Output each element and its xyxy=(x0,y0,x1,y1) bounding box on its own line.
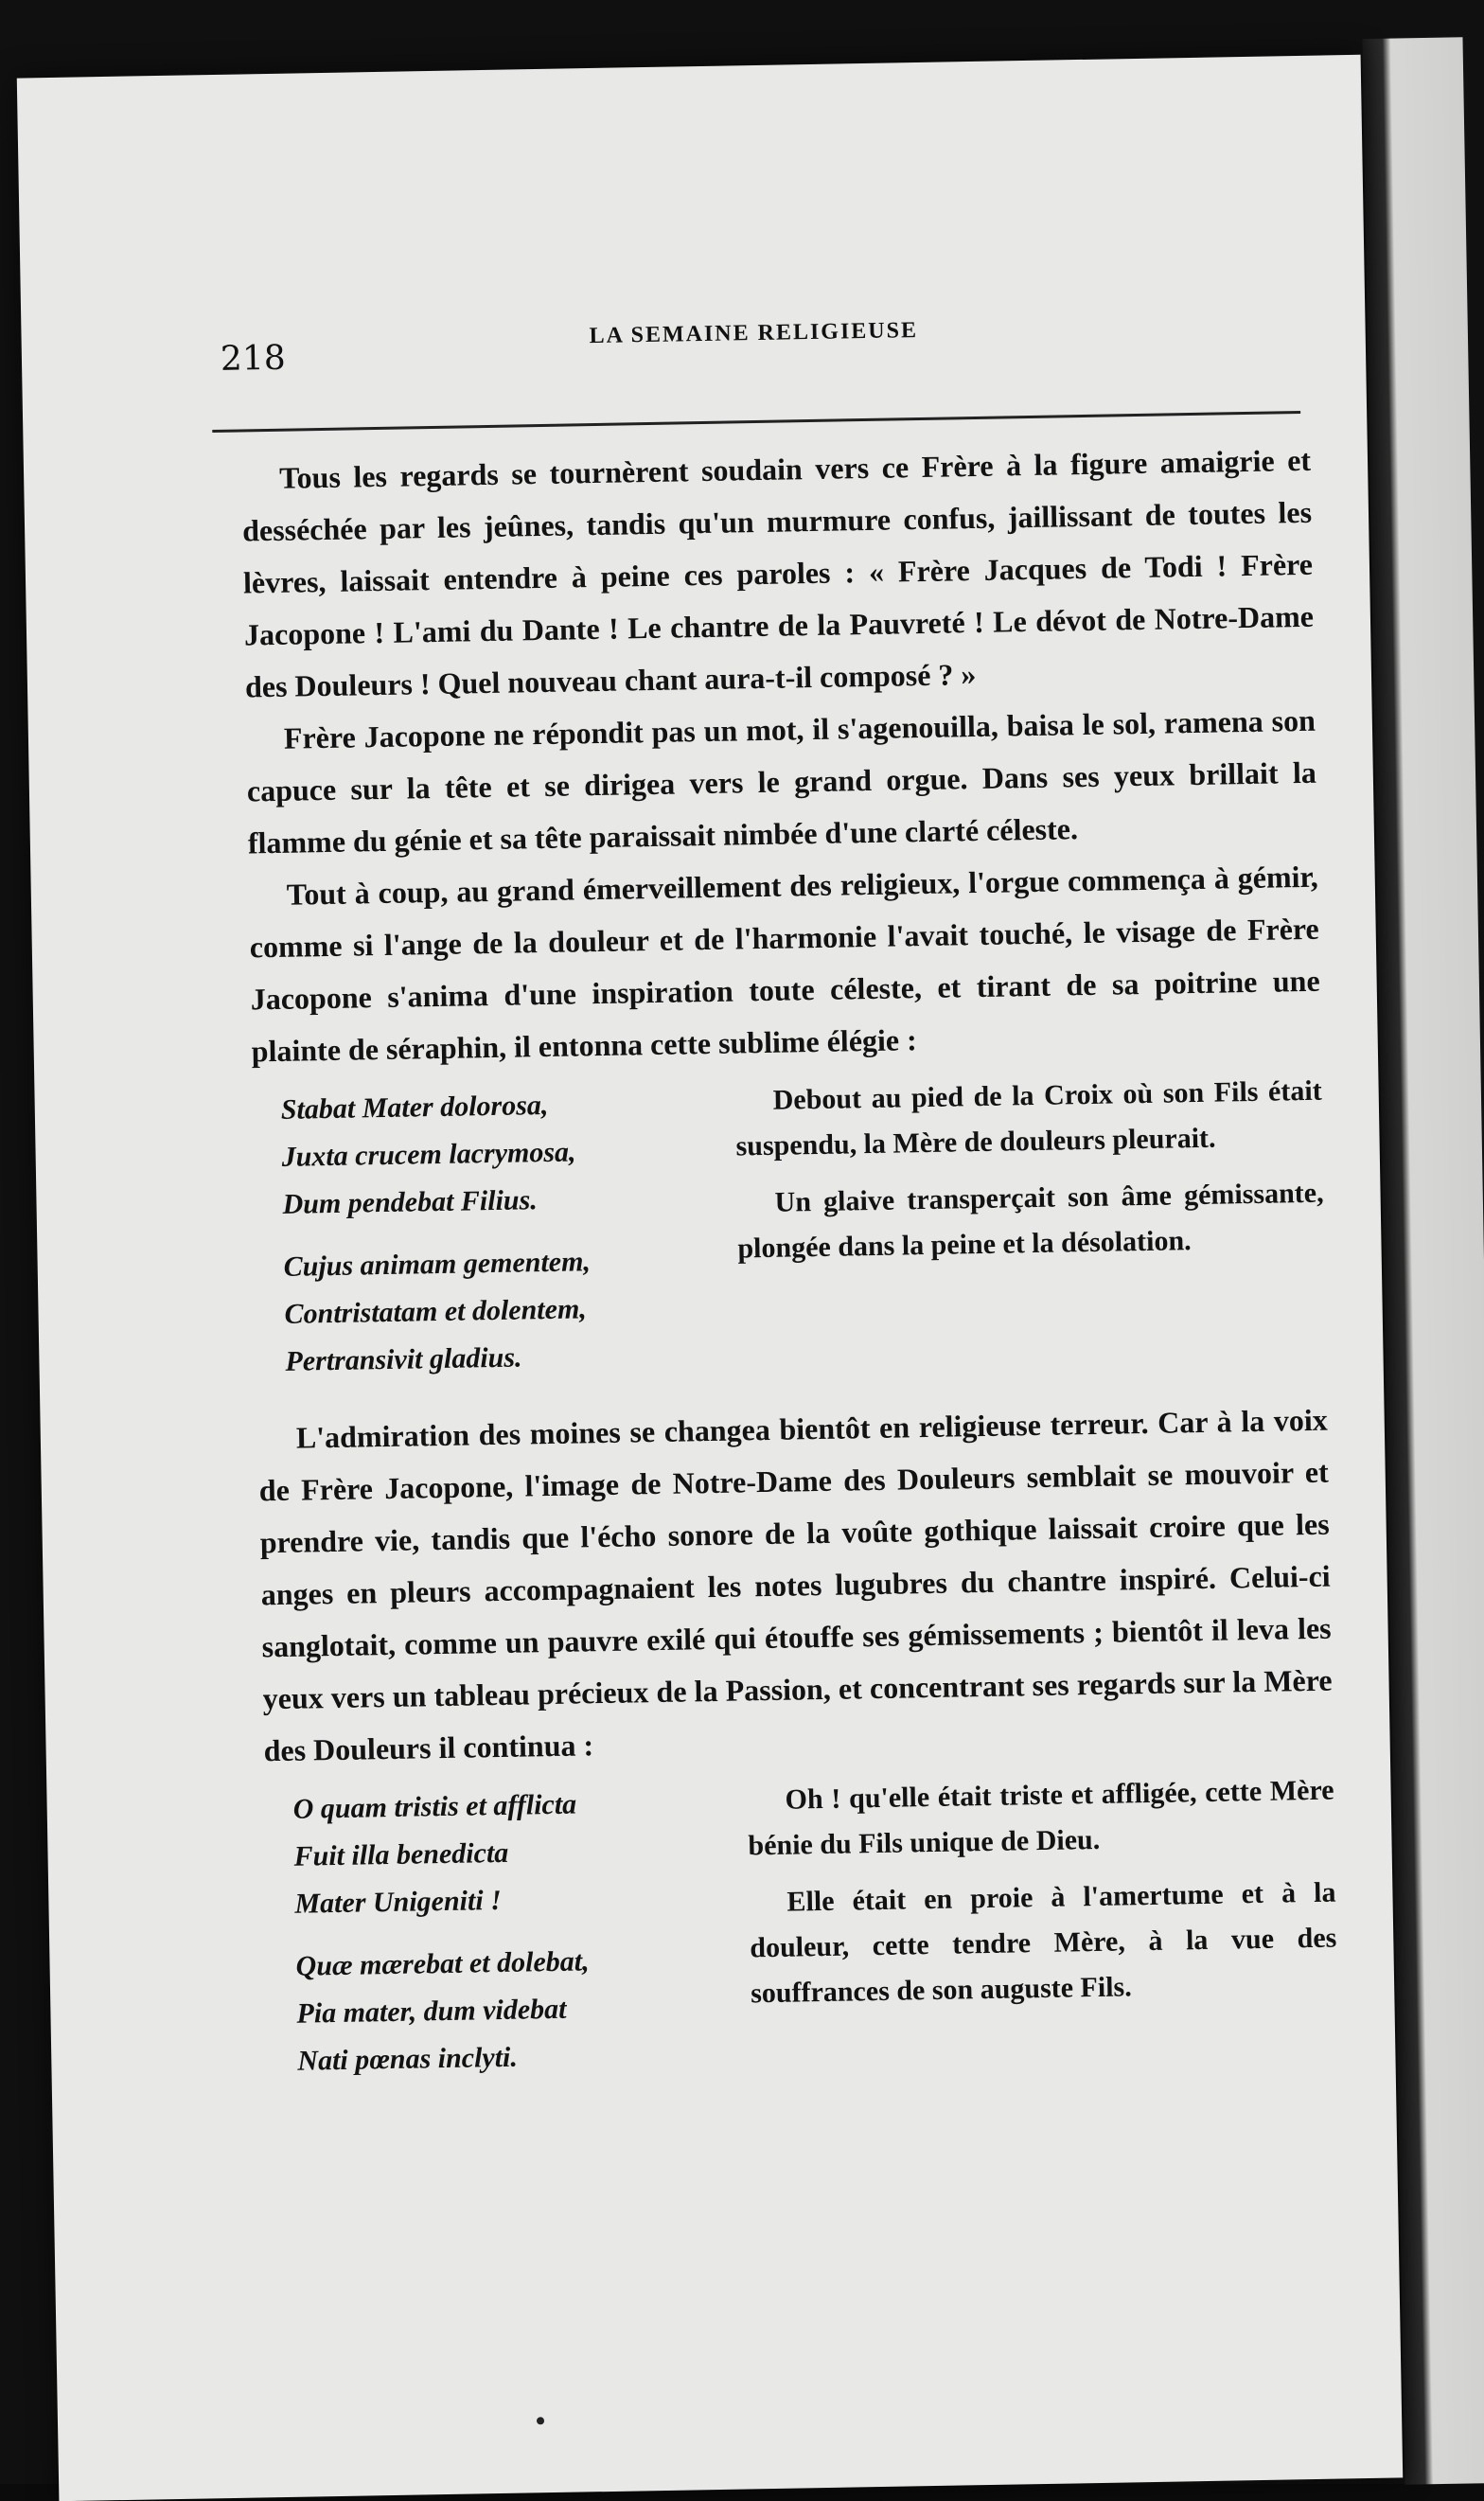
translation-stanza: Debout au pied de la Croix où son Fils était suspendu, la Mère de douleurs pleurait. xyxy=(735,1074,1322,1162)
latin-stanza xyxy=(280,1079,728,1229)
latin-line: Cujus animam gementem, xyxy=(283,1246,592,1283)
latin-line: Contristatam et dolentem, xyxy=(284,1293,588,1330)
latin-line: Dum pendebat Filius. xyxy=(282,1184,539,1220)
latin-stanza xyxy=(283,1236,731,1386)
latin-line: Stabat Mater dolorosa, xyxy=(280,1089,549,1126)
ink-speck xyxy=(537,2417,544,2424)
latin-line: Fuit illa benedicta xyxy=(293,1836,509,1872)
body-text xyxy=(241,435,1339,2112)
translation-stanza: Oh ! qu'elle était triste et affligée, cette Mère bénie du Fils unique de Dieu. xyxy=(748,1774,1334,1862)
french-translation-2 xyxy=(747,1768,1339,2093)
latin-stanza xyxy=(295,1936,743,2085)
latin-line: Pertransivit gladius. xyxy=(285,1341,522,1377)
page-content xyxy=(200,236,1337,2077)
latin-line: Nati pœnas inclyti. xyxy=(297,2041,519,2077)
paragraph-3: Tout à coup, au grand émerveillement des religieux, l'orgue commença à gémir, comme si l'ange de la douleur et de l'harmonie l'avait touché, le visage de Frère Jacopone s'anima d'une inspiration toute céleste, et tirant de sa poitrine une plainte de séraphin, il entonna cette sublime élégie : xyxy=(249,859,1320,1069)
latin-line: Pia mater, dum videbat xyxy=(296,1993,567,2030)
latin-line: Juxta crucem lacrymosa, xyxy=(281,1136,576,1173)
hymn-block-1 xyxy=(252,1069,1327,1402)
paragraph-4: L'admiration des moines se changea bientôt en religieuse terreur. Car à la voix de Frère Jacopone, l'image de Notre-Dame des Douleurs semblait se mouvoir et prendre vie, tandis que l'écho sonore de la voûte gothique laissait croire que les anges en pleurs accompagnaient les notes lugubres du chantre inspiré. Celui-ci sanglotait, comme un pauvre exilé qui étouffe ses gémissements ; bientôt il leva les yeux vers un tableau précieux de la Passion, et concentrant ses regards sur la Mère des Douleurs il continua : xyxy=(258,1402,1333,1768)
latin-stanza xyxy=(292,1779,740,1928)
header-rule xyxy=(212,411,1300,433)
latin-verses-1 xyxy=(252,1079,731,1402)
hymn-block-2 xyxy=(264,1768,1339,2102)
paragraph-1: Tous les regards se tournèrent soudain vers ce Frère à la figure amaigrie et desséchée par les jeûnes, tandis qu'un murmure confus, jaillissant de toutes les lèvres, laissait entendre à peine ces paroles : « Frère Jacques de Todi ! Frère Jacopone ! L'ami du Dante ! Le chantre de la Pauvreté ! Le dévot de Notre-Dame des Douleurs ! Quel nouveau chant aura-t-il composé ? » xyxy=(241,442,1315,704)
latin-line: Quæ mærebat et dolebat, xyxy=(295,1945,590,1982)
page-number: 218 xyxy=(220,338,287,379)
french-translation-1 xyxy=(734,1069,1327,1393)
book-page xyxy=(17,55,1403,2501)
latin-line: O quam tristis et afflicta xyxy=(292,1788,577,1825)
paragraph-2: Frère Jacopone ne répondit pas un mot, il s'agenouilla, baisa le sol, ramena son capuce sur la tête et se dirigea vers le grand orgue. Dans ses yeux brillait la flamme du génie et sa tête paraissait nimbée d'une clarté céleste. xyxy=(246,702,1317,860)
latin-line: Mater Unigeniti ! xyxy=(294,1884,503,1920)
translation-stanza: Elle était en proie à l'amertume et à la douleur, cette tendre Mère, à la vue des souffrances de son auguste Fils. xyxy=(750,1876,1337,2010)
translation-stanza: Un glaive transperçait son âme gémissante, plongée dans la peine et la désolation. xyxy=(737,1177,1324,1265)
latin-verses-2 xyxy=(264,1779,743,2102)
running-title: LA SEMAINE RELIGIEUSE xyxy=(589,318,919,349)
